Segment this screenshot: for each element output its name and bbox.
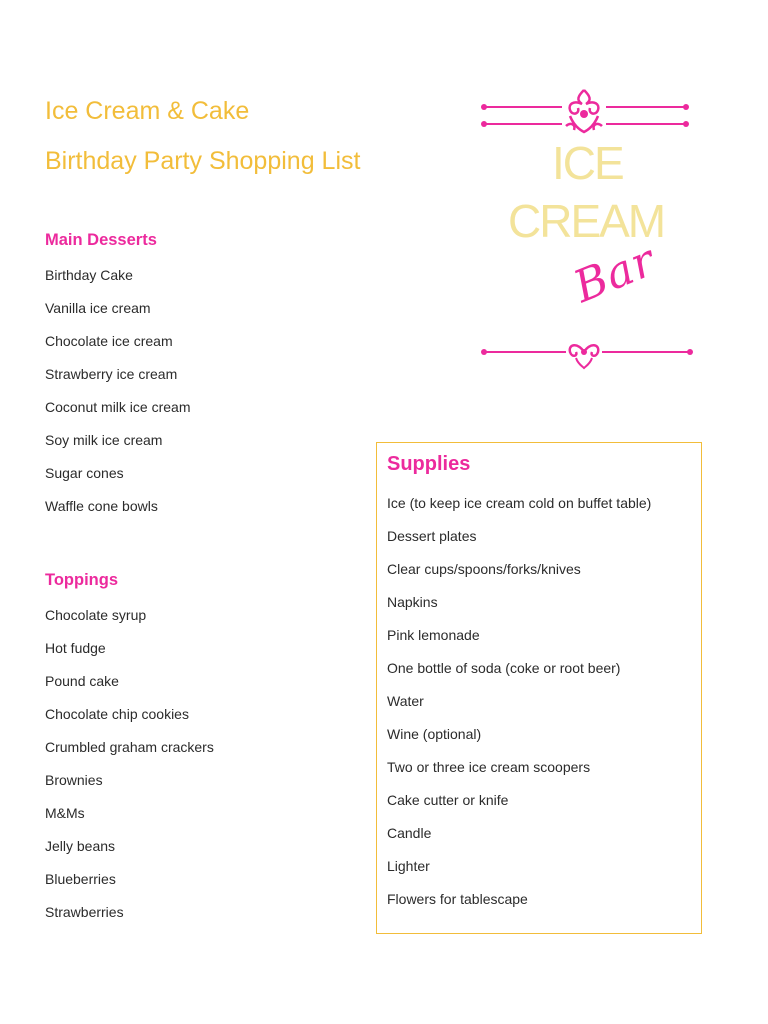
supplies-heading: Supplies bbox=[387, 453, 471, 475]
list-item: M&Ms bbox=[45, 805, 85, 821]
toppings-list bbox=[45, 605, 214, 935]
list-item: Chocolate chip cookies bbox=[45, 706, 189, 722]
list-item: Candle bbox=[387, 825, 432, 841]
list-item: Soy milk ice cream bbox=[45, 432, 163, 448]
list-item: Flowers for tablescape bbox=[387, 891, 528, 907]
main-desserts-list bbox=[45, 265, 191, 529]
supplies-list bbox=[387, 493, 651, 922]
page-subtitle: Birthday Party Shopping List bbox=[45, 147, 361, 175]
list-item: Jelly beans bbox=[45, 838, 116, 854]
list-item: Dessert plates bbox=[387, 528, 477, 544]
list-item: Birthday Cake bbox=[45, 267, 133, 283]
supplies-box bbox=[376, 442, 702, 934]
list-item: Pink lemonade bbox=[387, 627, 480, 643]
list-item: Waffle cone bowls bbox=[45, 498, 158, 514]
list-item: Strawberries bbox=[45, 904, 124, 920]
list-item: Water bbox=[387, 693, 424, 709]
list-item: One bottle of soda (coke or root beer) bbox=[387, 660, 621, 676]
logo-ice-text: ICE bbox=[552, 137, 623, 189]
list-item: Chocolate syrup bbox=[45, 607, 147, 623]
logo-bar-text: Bar bbox=[566, 234, 663, 313]
list-item: Brownies bbox=[45, 772, 103, 788]
list-item: Ice (to keep ice cream cold on buffet table) bbox=[387, 495, 652, 511]
list-item: Hot fudge bbox=[45, 640, 106, 656]
logo-cream-text: CREAM bbox=[508, 195, 665, 247]
list-item: Clear cups/spoons/forks/knives bbox=[387, 561, 581, 577]
list-item: Strawberry ice cream bbox=[45, 366, 178, 382]
ice-cream-bar-logo bbox=[470, 86, 700, 376]
list-item: Chocolate ice cream bbox=[45, 333, 173, 349]
list-item: Blueberries bbox=[45, 871, 116, 887]
list-item: Pound cake bbox=[45, 673, 119, 689]
list-item: Coconut milk ice cream bbox=[45, 399, 191, 415]
list-item: Crumbled graham crackers bbox=[45, 739, 214, 755]
toppings-heading: Toppings bbox=[45, 571, 119, 589]
list-item: Wine (optional) bbox=[387, 726, 482, 742]
list-item: Sugar cones bbox=[45, 465, 124, 481]
page-title: Ice Cream & Cake bbox=[45, 97, 250, 125]
list-item: Vanilla ice cream bbox=[45, 300, 151, 316]
main-desserts-heading: Main Desserts bbox=[45, 231, 157, 249]
list-item: Cake cutter or knife bbox=[387, 792, 509, 808]
list-item: Two or three ice cream scoopers bbox=[387, 759, 591, 775]
list-item: Lighter bbox=[387, 858, 430, 874]
list-item: Napkins bbox=[387, 594, 438, 610]
